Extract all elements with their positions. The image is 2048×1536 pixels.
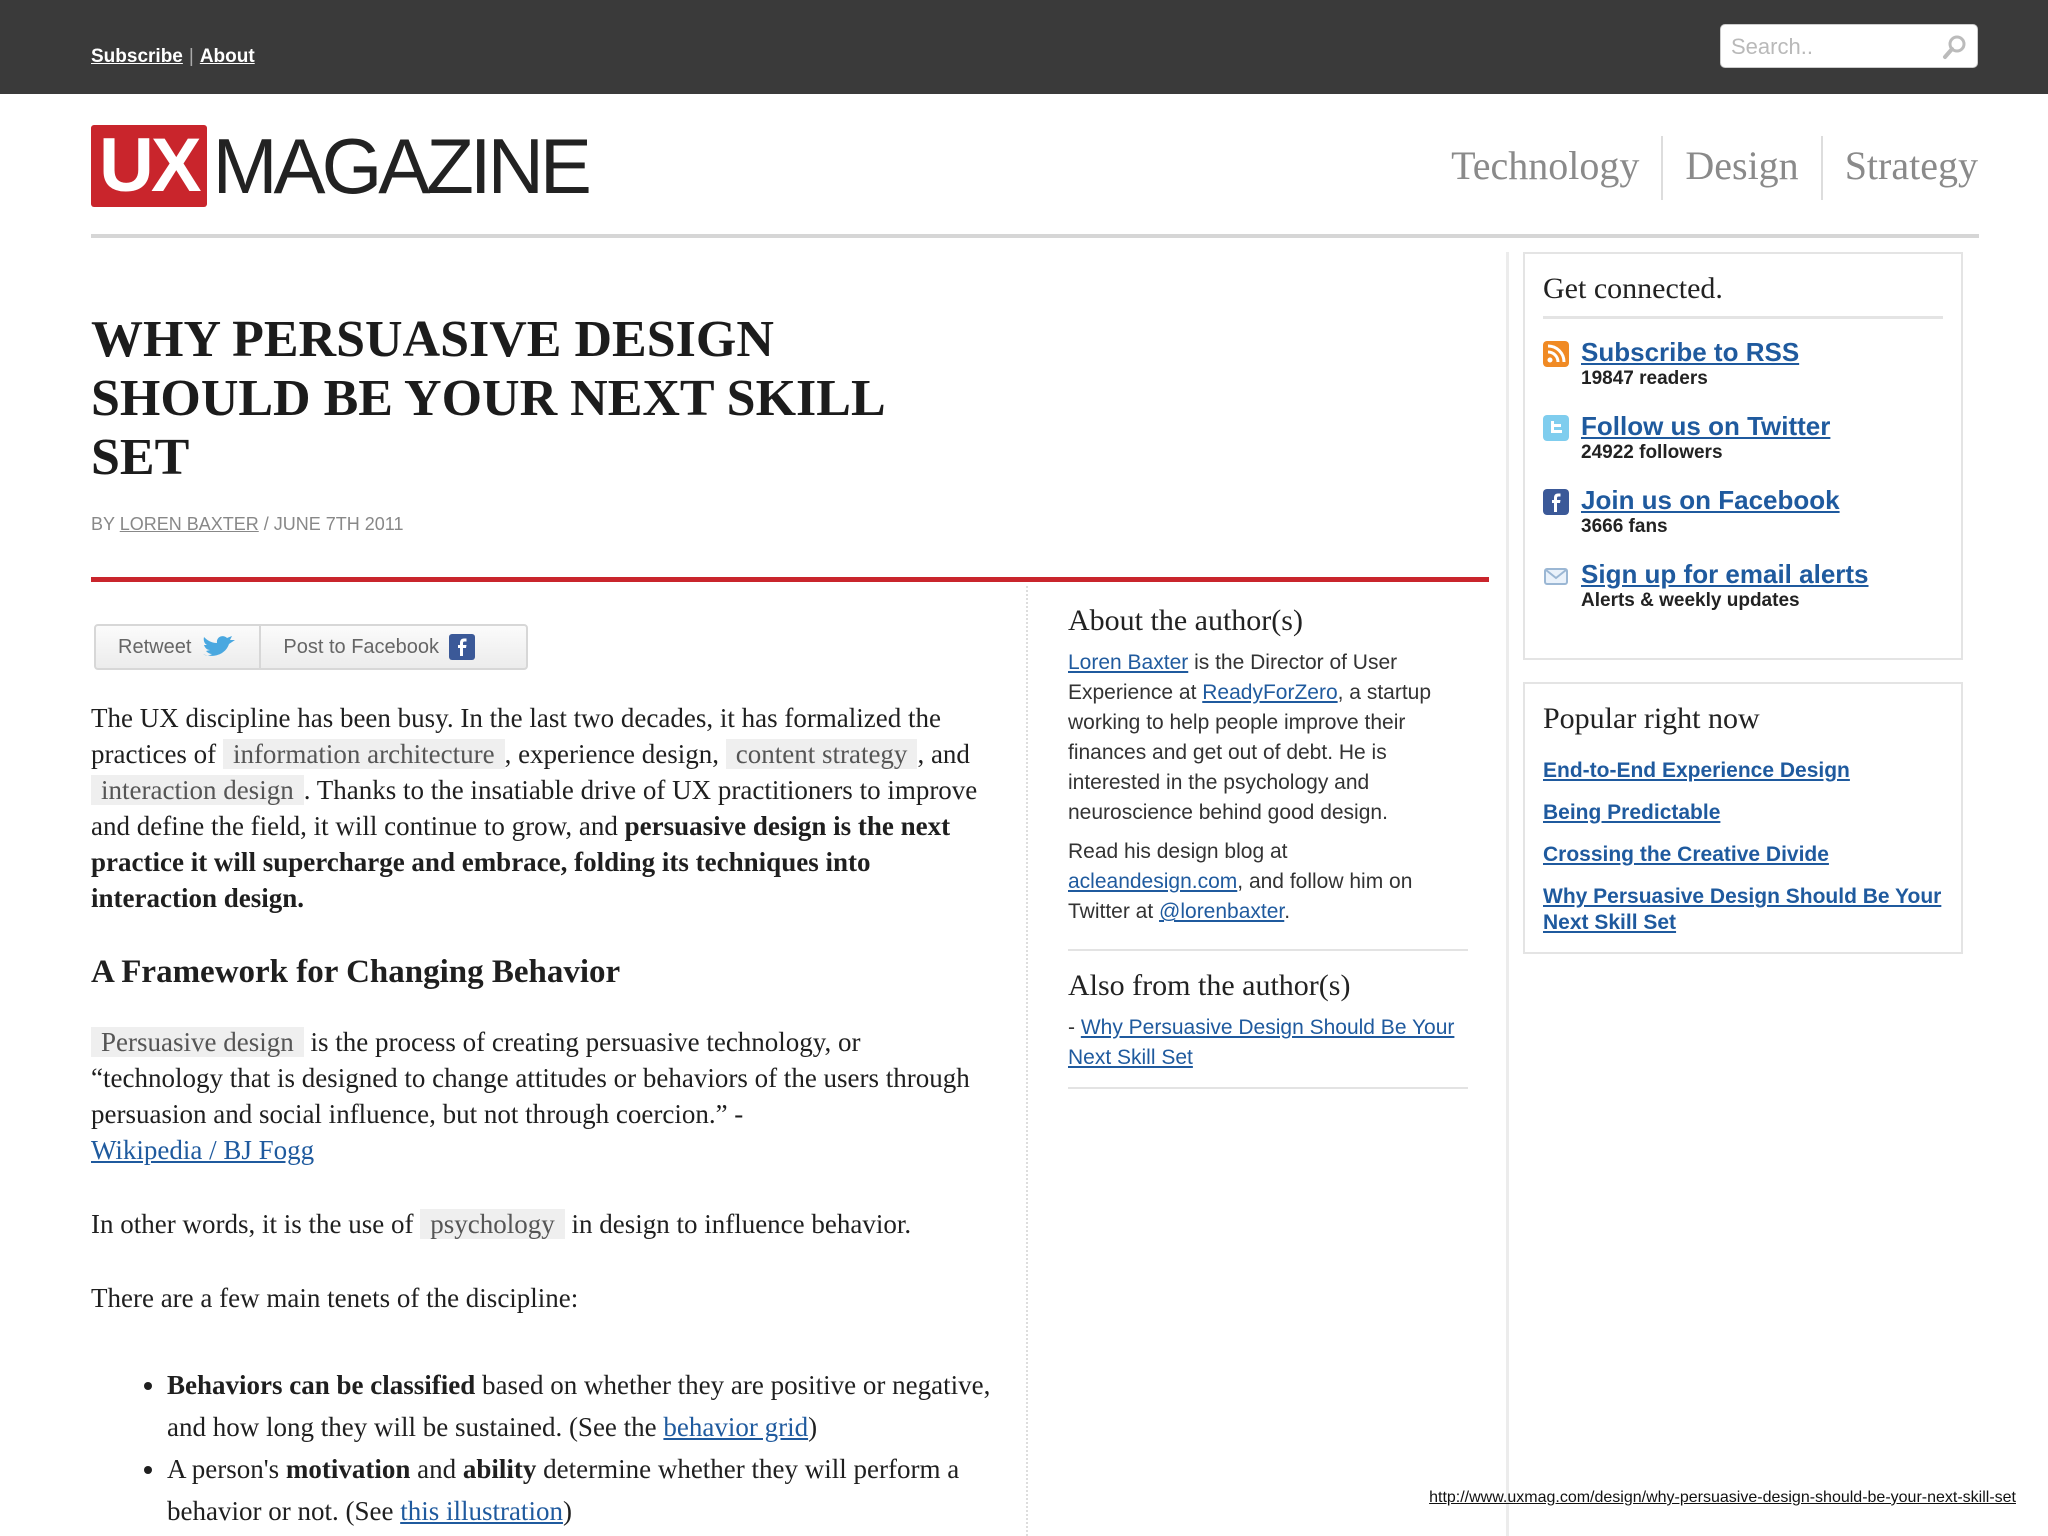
popular-box: [1523, 682, 1963, 954]
search-icon[interactable]: [1941, 33, 1969, 61]
byline-prefix: BY: [91, 514, 115, 534]
also-divider: [1068, 1087, 1468, 1089]
twitter-icon: [1543, 415, 1569, 441]
facebook-icon: [1543, 489, 1569, 515]
top-links-separator: |: [188, 46, 194, 67]
behavior-grid-link[interactable]: behavior grid: [663, 1412, 809, 1442]
also-article-link[interactable]: Why Persuasive Design Should Be Your Next Skill Set: [1068, 1016, 1455, 1069]
bio-text-1: is the Director of User Experience at: [1068, 651, 1398, 704]
connect-email-text: [1581, 559, 1869, 613]
bio-text-5: .: [1284, 900, 1291, 923]
intro-text-2: , experience design,: [504, 739, 726, 769]
author-name-link[interactable]: Loren Baxter: [1068, 651, 1189, 674]
top-bar: [0, 0, 2048, 94]
connect-twitter-text: [1581, 411, 1830, 465]
facebook-icon: [449, 634, 475, 660]
popular-link[interactable]: End-to-End Experience Design: [1543, 759, 1850, 782]
illustration-link[interactable]: this illustration: [400, 1496, 563, 1526]
also-dash: -: [1068, 1016, 1081, 1039]
author-links: [1068, 837, 1468, 927]
email-alerts-link[interactable]: Sign up for email alerts: [1581, 559, 1869, 589]
column-divider: [1026, 586, 1028, 1536]
tag-psychology[interactable]: psychology: [420, 1209, 565, 1239]
retweet-button[interactable]: [96, 626, 259, 668]
nav-technology[interactable]: Technology: [1451, 143, 1640, 188]
author-divider: [1068, 949, 1468, 951]
article-title: WHY PERSUASIVE DESIGN SHOULD BE YOUR NEXT SKILL SET: [91, 311, 883, 486]
author-box: [1068, 606, 1468, 1109]
join-facebook-link[interactable]: Join us on Facebook: [1581, 485, 1840, 515]
psychology-text-2: in design to influence behavior.: [564, 1209, 912, 1239]
also-from-author-heading: Also from the author(s): [1068, 969, 1351, 1002]
intro-text-1: The UX discipline has been busy. In the last two decades, it has formalized the practices of: [91, 703, 941, 769]
main-column: [91, 252, 1509, 1536]
bullet-bold: Behaviors can be classified: [167, 1370, 476, 1400]
facebook-count: 3666 fans: [1581, 516, 1668, 537]
logo-magazine: MAGAZINE: [212, 122, 588, 210]
search-box: [1720, 24, 1978, 68]
get-connected-heading: Get connected.: [1543, 272, 1943, 319]
bio-text-3: Read his design blog at: [1068, 840, 1288, 863]
follow-twitter-link[interactable]: Follow us on Twitter: [1581, 411, 1831, 441]
nav-strategy[interactable]: Strategy: [1821, 136, 1978, 200]
email-icon: [1543, 563, 1569, 589]
twitter-count: 24922 followers: [1581, 442, 1723, 463]
twitter-bird-icon: [201, 634, 237, 660]
bullet-text: and: [410, 1454, 463, 1484]
share-bar: [94, 624, 528, 670]
connect-facebook-text: [1581, 485, 1840, 539]
section-heading: A Framework for Changing Behavior: [91, 954, 621, 990]
list-item: [167, 1448, 991, 1532]
author-bio: [1068, 648, 1468, 828]
bullet-text: ): [808, 1412, 818, 1442]
intro-text-4: . Thanks to the insatiable drive of UX practitioners to improve and define the field, it will continue to grow, and: [91, 775, 978, 841]
bullet-text: determine whether they will perform a behavior or not. (See: [167, 1454, 960, 1526]
psychology-paragraph: [91, 1206, 991, 1242]
bullet-text: ): [562, 1496, 572, 1526]
bio-text-4: , and follow him on Twitter at: [1068, 870, 1413, 923]
main-nav: [1429, 136, 1978, 200]
article-date: / JUNE 7TH 2011: [263, 514, 404, 534]
connect-twitter: [1543, 411, 1943, 465]
tag-persuasive-design[interactable]: Persuasive design: [91, 1027, 304, 1057]
tag-information-architecture[interactable]: information architecture: [223, 739, 505, 769]
connect-email: [1543, 559, 1943, 613]
tag-interaction-design[interactable]: interaction design: [91, 775, 304, 805]
intro-paragraph: [91, 700, 991, 916]
facebook-share-label: Post to Facebook: [283, 635, 440, 658]
definition-paragraph: [91, 1024, 991, 1168]
popular-link[interactable]: Being Predictable: [1543, 801, 1721, 824]
page-url: http://www.uxmag.com/design/why-persuasive-design-should-be-your-next-skill-set: [1429, 1489, 2016, 1506]
wikipedia-link[interactable]: Wikipedia / BJ Fogg: [91, 1135, 315, 1165]
bullet-bold: motivation: [285, 1454, 411, 1484]
psychology-text-1: In other words, it is the use of: [91, 1209, 421, 1239]
post-to-facebook-button[interactable]: [259, 626, 497, 668]
bullet-bold: ability: [462, 1454, 537, 1484]
rss-icon: [1543, 341, 1569, 367]
definition-text: is the process of creating persuasive technology, or “technology that is designed to change attitudes or behaviors of the users through persuasion and social influence, but not through coercion.” -: [91, 1027, 970, 1129]
tenets-intro: There are a few main tenets of the discipline:: [91, 1283, 579, 1313]
nav-design[interactable]: Design: [1661, 136, 1820, 200]
retweet-label: Retweet: [118, 635, 192, 658]
subscribe-link[interactable]: Subscribe: [91, 46, 183, 67]
connect-rss-text: [1581, 337, 1799, 391]
bio-text-2: , a startup working to help people improve their finances and get out of debt. He is interested in the psychology and neuroscience behind good design.: [1068, 681, 1432, 824]
about-author-heading: About the author(s): [1068, 604, 1303, 637]
bullet-text: based on whether they are positive or negative, and how long they will be sustained. (See the: [167, 1370, 991, 1442]
also-from-list: [1068, 1013, 1468, 1073]
rss-count: 19847 readers: [1581, 368, 1708, 389]
about-link[interactable]: About: [199, 46, 255, 67]
list-item: [167, 1364, 991, 1448]
connect-list: [1543, 337, 1943, 613]
search-input[interactable]: [1731, 33, 1936, 61]
intro-bold: persuasive design is the next practice it will supercharge and embrace, folding its techniques into interaction design.: [91, 811, 951, 913]
byline: [91, 514, 404, 535]
connect-facebook: [1543, 485, 1943, 539]
popular-link[interactable]: Crossing the Creative Divide: [1543, 843, 1829, 866]
intro-text-3: , and: [917, 739, 970, 769]
logo-ux: UX: [91, 125, 207, 207]
blog-link[interactable]: acleandesign.com: [1068, 870, 1238, 893]
tag-content-strategy[interactable]: content strategy: [726, 739, 918, 769]
author-link[interactable]: LOREN BAXTER: [119, 514, 259, 534]
site-logo[interactable]: [91, 124, 588, 208]
company-link[interactable]: ReadyForZero: [1202, 681, 1338, 704]
connect-rss: [1543, 337, 1943, 391]
title-divider: [91, 577, 1489, 582]
twitter-handle-link[interactable]: @lorenbaxter: [1159, 900, 1285, 923]
popular-list: [1543, 758, 1943, 936]
subscribe-rss-link[interactable]: Subscribe to RSS: [1581, 337, 1800, 367]
bullet-text: A person's: [167, 1454, 286, 1484]
popular-link[interactable]: Why Persuasive Design Should Be Your Next Skill Set: [1543, 885, 1942, 934]
tenets-list: [167, 1364, 991, 1532]
article-body: [91, 700, 991, 1532]
email-alerts-sub: Alerts & weekly updates: [1581, 590, 1800, 611]
get-connected-box: [1523, 252, 1963, 660]
header-divider: [91, 234, 1979, 238]
top-links: [91, 46, 255, 68]
popular-heading: Popular right now: [1543, 702, 1760, 735]
